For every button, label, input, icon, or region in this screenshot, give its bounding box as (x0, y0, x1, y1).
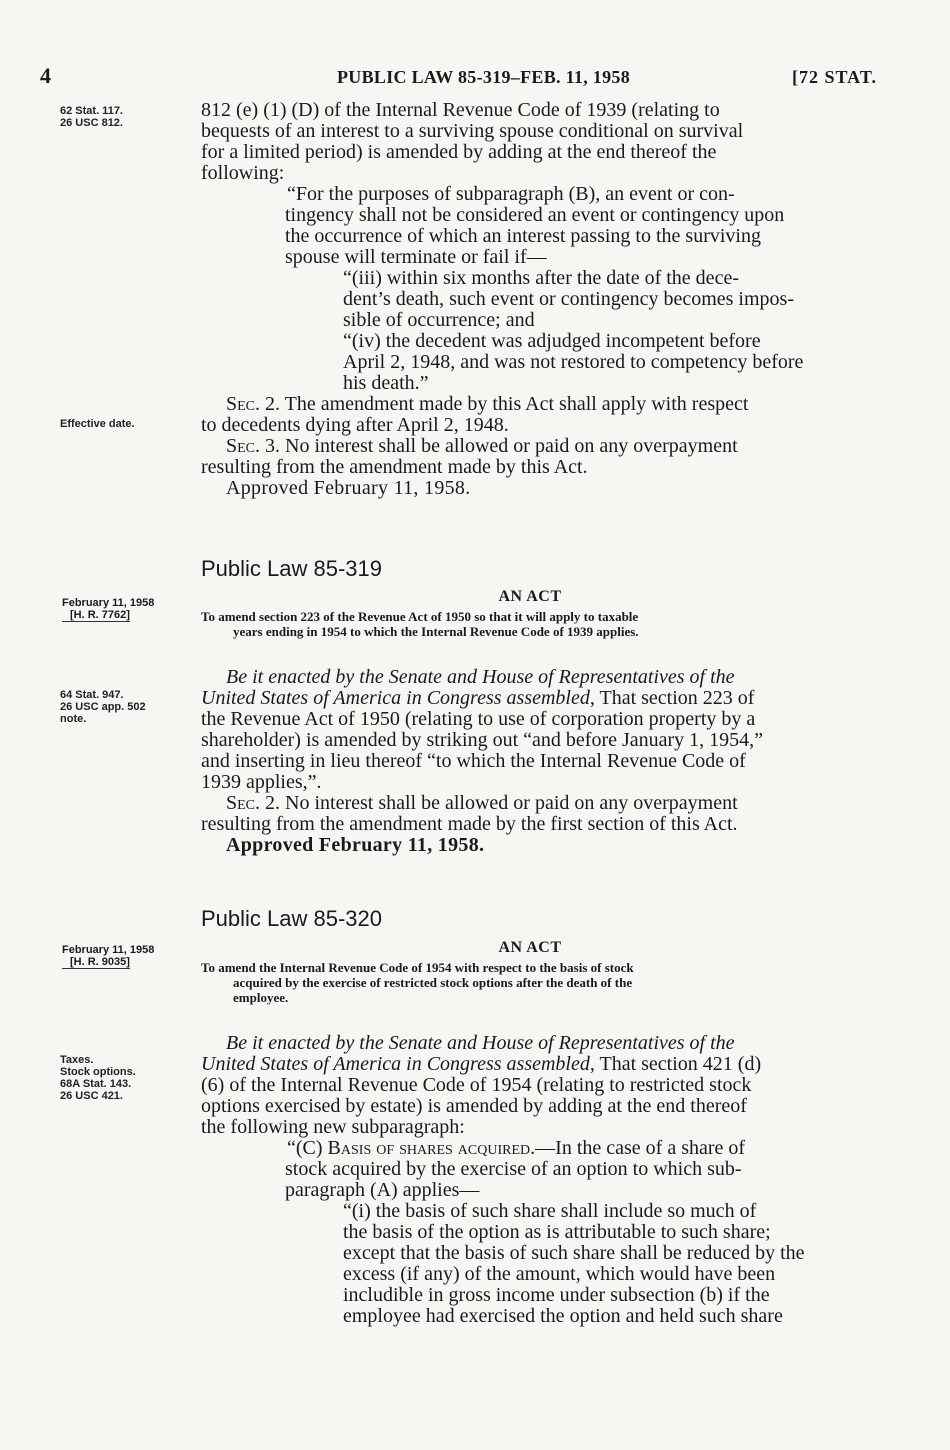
text-line: options exercised by estate) is amended by adding at the end thereof (201, 1095, 747, 1117)
quote-line: paragraph (A) applies— (285, 1179, 480, 1201)
law-85-319-text (201, 667, 857, 856)
running-head: PUBLIC LAW 85-319–FEB. 11, 1958 (337, 67, 631, 87)
margin-note-line: Taxes. (60, 1054, 94, 1066)
text-fragment: , That section 223 of (589, 687, 755, 709)
text-line: for a limited period) is amended by adding at the end thereof the (201, 141, 717, 163)
text-line: (6) of the Internal Revenue Code of 1954 (relating to restricted stock (201, 1074, 752, 1096)
purpose-line: employee. (233, 990, 289, 1005)
quote-line: the occurrence of which an interest passing to the surviving (285, 225, 761, 247)
text-fragment: 2. The amendment made by this Act shall apply with respect (260, 393, 749, 415)
text-line: the Revenue Act of 1950 (relating to use of corporation property by a (201, 708, 756, 730)
margin-note-taxes (60, 1054, 200, 1102)
bill-number: [H. R. 7762] (62, 609, 130, 622)
approved-line: Approved February 11, 1958. (226, 834, 485, 856)
quote-line: spouse will terminate or fail if— (285, 246, 547, 268)
text-line: bequests of an interest to a surviving spouse conditional on survival (201, 120, 744, 142)
act-purpose (201, 609, 861, 639)
an-act-heading: AN ACT (498, 939, 562, 956)
sec-3-line (201, 436, 857, 457)
quote-line: employee had exercised the option and held such share (343, 1305, 783, 1327)
date-note: February 11, 1958 (62, 944, 155, 956)
text-line: and inserting in lieu thereof “to which the Internal Revenue Code of (201, 750, 746, 772)
purpose-line: To amend section 223 of the Revenue Act of 1950 so that it will apply to taxable (201, 609, 639, 624)
enacting-clause: United States of America in Congress assembled (201, 687, 590, 709)
page-header (40, 63, 900, 93)
text-fragment: 3. No interest shall be allowed or paid on any overpayment (260, 435, 738, 457)
margin-note-line: 68A Stat. 143. (60, 1078, 132, 1090)
quote-line: includible in gross income under subsection (b) if the (343, 1284, 770, 1306)
quote-line: stock acquired by the exercise of an option to which sub- (285, 1158, 742, 1180)
quote-line: excess (if any) of the amount, which would have been (343, 1263, 776, 1285)
section-812-text (201, 100, 857, 499)
margin-note-line: 62 Stat. 117. (60, 105, 123, 117)
sec-label: Sec. (226, 435, 261, 457)
text-line: shareholder) is amended by striking out “and before January 1, 1954,” (201, 729, 764, 751)
sec-label: Sec. (226, 792, 261, 814)
quote-line: except that the basis of such share shall be reduced by the (343, 1242, 805, 1264)
text-line: following: (201, 162, 285, 184)
purpose-line: To amend the Internal Revenue Code of 1954 with respect to the basis of stock (201, 960, 634, 975)
quote-line: sible of occurrence; and (343, 309, 535, 331)
enacting-clause: Be it enacted by the Senate and House of Representatives of the (226, 666, 735, 688)
text-line: 1939 applies,”. (201, 771, 322, 793)
enacting-clause: Be it enacted by the Senate and House of Representatives of the (226, 1032, 735, 1054)
text-fragment: 2. No interest shall be allowed or paid on any overpayment (260, 792, 738, 814)
margin-note-64-stat (60, 689, 200, 725)
sec-label: Sec. (226, 393, 261, 415)
margin-note-effective-date: Effective date. (60, 418, 135, 430)
text-line: to decedents dying after April 2, 1948. (201, 414, 509, 436)
margin-note-line: Stock options. (60, 1066, 136, 1078)
margin-note-62-stat (60, 105, 200, 129)
quote-line: April 2, 1948, and was not restored to competency before (343, 351, 804, 373)
text-line: the following new subparagraph: (201, 1116, 465, 1138)
text-fragment: “(C) (287, 1137, 328, 1159)
quote-line: “(iv) the decedent was adjudged incompetent before (343, 330, 761, 352)
act-purpose (201, 960, 861, 1005)
subparagraph-heading: Basis of shares acquired. (327, 1137, 536, 1159)
text-line: 812 (e) (1) (D) of the Internal Revenue Code of 1939 (relating to (201, 99, 720, 121)
quote-line: dent’s death, such event or contingency becomes impos- (343, 288, 794, 310)
law-85-320-text (201, 1033, 857, 1327)
sec-2-line (201, 394, 857, 415)
quote-line: the basis of the option as is attributable to such share; (343, 1221, 771, 1243)
quote-line: “(i) the basis of such share shall include so much of (343, 1200, 757, 1222)
purpose-line: acquired by the exercise of restricted stock options after the death of the (233, 975, 633, 990)
margin-note-line: note. (60, 713, 87, 725)
page-number: 4 (40, 63, 51, 88)
text-fragment: , That section 421 (d) (589, 1053, 762, 1075)
margin-note-line: 64 Stat. 947. (60, 689, 124, 701)
text-line: resulting from the amendment made by this Act. (201, 456, 588, 478)
quote-line: “(iii) within six months after the date of the dece- (343, 267, 739, 289)
margin-note-line: 26 USC app. 502 (60, 701, 146, 713)
margin-note-line: 26 USC 421. (60, 1090, 123, 1102)
enacting-clause: United States of America in Congress assembled (201, 1053, 590, 1075)
an-act-heading: AN ACT (498, 588, 562, 605)
date-note: February 11, 1958 (62, 597, 155, 609)
bill-note (62, 944, 182, 969)
public-law-title: Public Law 85-319 (201, 556, 383, 581)
stat-reference: [72 STAT. (792, 67, 878, 87)
quote-line: “For the purposes of subparagraph (B), an event or con- (287, 183, 735, 205)
public-law-title: Public Law 85-320 (201, 906, 383, 931)
margin-note-line: 26 USC 812. (60, 117, 123, 129)
bill-number: [H. R. 9035] (62, 956, 130, 969)
text-line: resulting from the amendment made by the first section of this Act. (201, 813, 738, 835)
approved-line: Approved February 11, 1958. (226, 477, 471, 499)
bill-note (62, 597, 182, 622)
quote-line: tingency shall not be considered an event or contingency upon (285, 204, 785, 226)
purpose-line: years ending in 1954 to which the Internal Revenue Code of 1939 applies. (233, 624, 639, 639)
text-fragment: —In the case of a share of (535, 1137, 746, 1159)
quote-line: his death.” (343, 372, 429, 394)
